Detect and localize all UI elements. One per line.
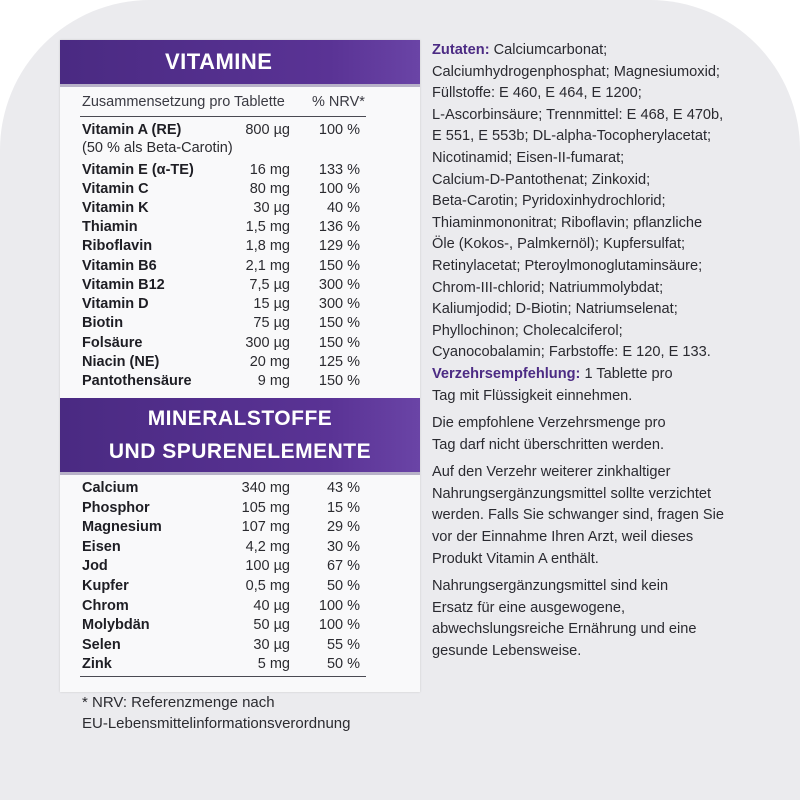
nutrient-amount: 30 µg (253, 637, 290, 653)
nutrient-name: Niacin (NE) (82, 354, 160, 370)
vitamin-row (82, 371, 382, 391)
mineral-header-line2: UND SPURENELEMENTE (108, 440, 372, 463)
usage-line: 1 Tablette pro (580, 365, 673, 382)
paragraph-line: Nahrungsergänzungsmittel sollte verzichtet (432, 485, 712, 502)
nutrient-nrv: 50 % (326, 578, 360, 594)
nutrient-name: Biotin (82, 315, 124, 331)
paragraph-line: Die empfohlene Verzehrsmenge pro (432, 415, 666, 432)
vitamin-row (82, 256, 382, 276)
vitamin-row (82, 236, 382, 256)
mineral-row (82, 576, 382, 596)
nutrient-name: Vitamin E (α-TE) (82, 162, 194, 178)
nutrient-nrv: 100 % (318, 122, 360, 138)
paragraph-line: vor der Einnahme Ihren Arzt, weil dieses (432, 529, 694, 546)
nutrient-amount: 30 µg (253, 200, 290, 216)
nutrient-nrv: 29 % (326, 519, 360, 535)
diet-note-paragraph (432, 576, 772, 662)
ingredients-line: E 551, E 553b; DL-alpha-Tocopherylacetat; (432, 128, 712, 145)
nutrient-nrv: 30 % (326, 539, 360, 555)
nutrient-amount: 9 mg (257, 373, 290, 389)
footnote-line: EU-Lebensmittelinformationsverordnung (82, 715, 351, 732)
nutrient-nrv: 100 % (318, 617, 360, 633)
vitamin-a-note: (50 % als Beta-Carotin) (82, 140, 233, 156)
usage-first-line (432, 364, 772, 386)
nutrient-amount: 20 mg (249, 354, 290, 370)
column-header-right: % NRV* (312, 94, 365, 110)
ingredients-paragraph (432, 40, 772, 364)
vitamin-row (82, 294, 382, 314)
dosage-warning-paragraph (432, 413, 772, 456)
nutrient-name: Calcium (82, 480, 139, 496)
nutrient-amount: 50 µg (253, 617, 290, 633)
nutrient-amount: 100 µg (245, 558, 290, 574)
nutrient-name: Vitamin B12 (82, 277, 165, 293)
vitamin-row (82, 333, 382, 353)
nutrient-amount: 75 µg (253, 315, 290, 331)
ingredients-line: Öle (Kokos-, Palmkernöl); Kupfersulfat; (432, 236, 686, 253)
nutrient-nrv: 15 % (326, 500, 360, 516)
nutrient-nrv: 40 % (326, 200, 360, 216)
nutrient-nrv: 125 % (318, 354, 360, 370)
mineral-header-line1: MINERALSTOFFE (147, 407, 333, 430)
nutrient-name: Vitamin D (82, 296, 149, 312)
nutrient-name: Folsäure (82, 335, 143, 351)
nutrient-amount: 40 µg (253, 598, 290, 614)
usage-paragraph (432, 364, 772, 407)
mineral-row (82, 478, 382, 498)
nutrient-name: Pantothensäure (82, 373, 192, 389)
nutrient-nrv: 150 % (318, 315, 360, 331)
mineral-row (82, 615, 382, 635)
column-header-rule (80, 116, 366, 117)
nutrient-name: Vitamin B6 (82, 258, 157, 274)
nutrient-name: Vitamin K (82, 200, 149, 216)
footnote (82, 692, 350, 734)
nutrient-nrv: 100 % (318, 598, 360, 614)
ingredients-line: L-Ascorbinsäure; Trennmittel: E 468, E 470b, (432, 106, 724, 123)
vitamin-row (82, 198, 382, 218)
nutrient-name: Zink (82, 656, 112, 672)
nutrient-nrv: 43 % (326, 480, 360, 496)
nutrient-name: Selen (82, 637, 121, 653)
nutrient-name: Riboflavin (82, 238, 153, 254)
nutrient-nrv: 133 % (318, 162, 360, 178)
mineral-row (82, 517, 382, 537)
ingredients-line: Chrom-III-chlorid; Natriummolybdat; (432, 279, 664, 296)
nutrient-nrv: 55 % (326, 637, 360, 653)
nutrient-nrv: 150 % (318, 258, 360, 274)
nutrient-nrv: 150 % (318, 373, 360, 389)
mineral-header (60, 398, 420, 472)
mineral-row (82, 635, 382, 655)
usage-line: Tag mit Flüssigkeit einnehmen. (432, 387, 633, 404)
nutrient-name: Thiamin (82, 219, 138, 235)
column-header-left: Zusammensetzung pro Tablette (82, 94, 285, 110)
vitamin-row (82, 313, 382, 333)
nutrient-amount: 15 µg (253, 296, 290, 312)
paragraph-line: abwechslungsreiche Ernährung und eine (432, 621, 697, 638)
paragraph-line: Ersatz für eine ausgewogene, (432, 599, 626, 616)
ingredients-line: Calcium-D-Pantothenat; Zinkoxid; (432, 171, 651, 188)
nutrient-name: Phosphor (82, 500, 150, 516)
ingredients-line: Phyllochinon; Cholecalciferol; (432, 322, 623, 339)
mineral-row (82, 596, 382, 616)
ingredients-line: Calciumhydrogenphosphat; Magnesiumoxid; (432, 63, 720, 80)
nutrient-amount: 80 mg (249, 181, 290, 197)
ingredients-line: Kaliumjodid; D-Biotin; Natriumselenat; (432, 301, 678, 318)
mineral-row (82, 654, 382, 674)
nutrient-amount: 105 mg (241, 500, 290, 516)
nutrient-amount: 7,5 µg (249, 277, 290, 293)
footnote-line: * NRV: Referenzmenge nach (82, 694, 275, 711)
ingredients-line: Füllstoffe: E 460, E 464, E 1200; (432, 85, 642, 102)
nutrient-amount: 107 mg (241, 519, 290, 535)
vitamin-row (82, 275, 382, 295)
nutrient-amount: 16 mg (249, 162, 290, 178)
product-info-text (432, 40, 772, 669)
paragraph-line: werden. Falls Sie schwanger sind, fragen Sie (432, 507, 725, 524)
nutrient-nrv: 300 % (318, 277, 360, 293)
vitamin-row (82, 179, 382, 199)
nutrient-name: Jod (82, 558, 108, 574)
ingredients-line: Nicotinamid; Eisen-II-fumarat; (432, 149, 625, 166)
ingredients-line: Calciumcarbonat; (489, 42, 608, 58)
ingredients-line: Retinylacetat; Pteroylmonoglutaminsäure; (432, 257, 703, 274)
ingredients-label: Zutaten: (432, 42, 490, 58)
ingredients-line: Thiaminmononitrat; Riboflavin; pflanzliche (432, 214, 703, 231)
nutrient-name: Vitamin C (82, 181, 149, 197)
nutrient-amount: 4,2 mg (245, 539, 290, 555)
nutrient-nrv: 100 % (318, 181, 360, 197)
nutrient-name: Chrom (82, 598, 129, 614)
nutrient-amount: 2,1 mg (245, 258, 290, 274)
nutrient-amount: 1,5 mg (245, 219, 290, 235)
ingredients-line: Beta-Carotin; Pyridoxinhydrochlorid; (432, 193, 666, 210)
mineral-row (82, 498, 382, 518)
vitamin-row (82, 120, 382, 140)
table-bottom-rule (80, 676, 366, 677)
mineral-header-underline (60, 472, 420, 475)
nutrient-name: Molybdän (82, 617, 150, 633)
nutrient-nrv: 300 % (318, 296, 360, 312)
paragraph-line: Produkt Vitamin A enthält. (432, 550, 599, 567)
usage-label: Verzehrsempfehlung: (432, 365, 581, 382)
nutrient-nrv: 50 % (326, 656, 360, 672)
ingredients-line: Cyanocobalamin; Farbstoffe: E 120, E 133. (432, 344, 711, 361)
nutrient-name: Vitamin A (RE) (82, 122, 182, 138)
paragraph-line: Tag darf nicht überschritten werden. (432, 436, 665, 453)
nutrient-name: Magnesium (82, 519, 162, 535)
vitamin-row (82, 352, 382, 372)
paragraph-line: Nahrungsergänzungsmittel sind kein (432, 578, 669, 595)
nutrient-amount: 300 µg (245, 335, 290, 351)
mineral-row (82, 556, 382, 576)
nutrient-name: Kupfer (82, 578, 129, 594)
nutrient-nrv: 67 % (326, 558, 360, 574)
nutrient-amount: 1,8 mg (245, 238, 290, 254)
nutrient-amount: 800 µg (245, 122, 290, 138)
nutrient-nrv: 129 % (318, 238, 360, 254)
nutrient-nrv: 136 % (318, 219, 360, 235)
paragraph-line: gesunde Lebensweise. (432, 643, 582, 660)
header-underline (60, 84, 420, 87)
vitamine-header: VITAMINE (60, 40, 420, 84)
ingredients-first-line (432, 40, 772, 62)
nutrient-amount: 0,5 mg (245, 578, 290, 594)
nutrient-nrv: 150 % (318, 335, 360, 351)
paragraph-line: Auf den Verzehr weiterer zinkhaltiger (432, 464, 671, 481)
nutrient-name: Eisen (82, 539, 121, 555)
mineral-row (82, 537, 382, 557)
nutrient-amount: 5 mg (257, 656, 290, 672)
zinc-warning-paragraph (432, 462, 772, 570)
vitamin-row (82, 160, 382, 180)
vitamin-row (82, 217, 382, 237)
nutrient-amount: 340 mg (241, 480, 290, 496)
